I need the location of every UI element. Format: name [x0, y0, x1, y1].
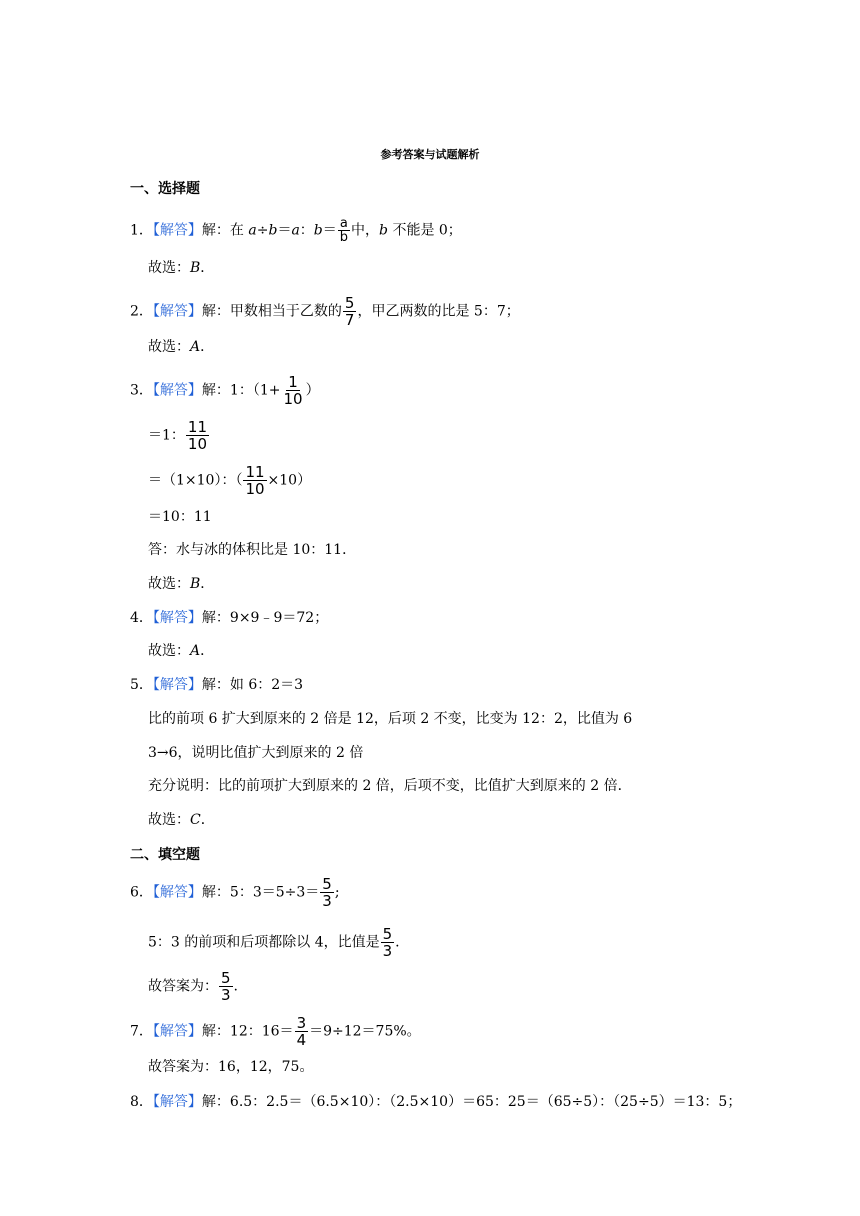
q6-answer-tag: 【解答】	[152, 884, 202, 901]
q1-solution-line: 1．【解答】解：在 a÷b＝a：b＝ $\frac{a}{b}$ 中，b 不能是 0；	[130, 216, 462, 245]
q2-answer-tag: 【解答】	[152, 303, 202, 320]
q3-line-5: 答：水与冰的体积比是 10：11．	[148, 542, 357, 558]
q7-answer: 故答案为：16，12，75。	[148, 1059, 314, 1075]
q4-answer-tag: 【解答】	[152, 610, 202, 626]
q4-choice: 故选：A．	[148, 643, 215, 659]
q8-answer-tag: 【解答】	[152, 1094, 202, 1110]
q7-solution-line: 7．【解答】解：12：16＝ $\frac{3}{4}$ ＝9÷12＝75%。	[130, 1014, 421, 1049]
q3-line-2: ＝1： $\frac{11}{10}$	[148, 418, 208, 453]
q5-line-1: 5．【解答】解：如 6：2＝3	[130, 677, 304, 693]
q3-line-4: ＝10：11	[148, 509, 212, 525]
q6-fraction-1: $\frac{5}{3}$	[322, 875, 332, 910]
q6-line-3: 故答案为： $\frac{5}{3}$ .	[148, 969, 238, 1004]
q4-number: 4．	[130, 610, 153, 626]
section-heading-fill: 二、填空题	[130, 847, 200, 863]
q5-line-4: 充分说明：比的前项扩大到原来的 2 倍，后项不变，比值扩大到原来的 2 倍．	[148, 778, 632, 794]
q6-line-1: 6．【解答】解：5：3＝5÷3＝ $\frac{5}{3}$ ;	[130, 875, 340, 910]
q3-choice: 故选：B．	[148, 576, 215, 592]
q3-line-3: ＝（1×10）：（ $\frac{11}{10}$ ×10）	[148, 463, 312, 498]
q6-line-2: 5：3 的前项和后项都除以 4，比值是 $\frac{5}{3}$ .	[148, 925, 400, 960]
q5-line-3: 3→6，说明比值扩大到原来的 2 倍	[148, 745, 364, 761]
q8-solution-line: 8．【解答】解：6.5：2.5＝（6.5×10）：（2.5×10）＝65：25＝（65÷5）：（25÷5）＝13：5；	[130, 1094, 742, 1110]
q6-fraction-2: $\frac{5}{3}$	[382, 925, 393, 960]
q6-number: 6．	[130, 884, 153, 901]
q3-number: 3．	[130, 382, 153, 399]
q1-number: 1．	[130, 222, 153, 239]
q3-fraction-1: $\frac{1}{10}$	[283, 373, 303, 408]
q7-fraction: $\frac{3}{4}$	[296, 1014, 307, 1049]
q2-fraction: $\frac{5}{7}$	[344, 294, 355, 329]
q3-fraction-3: $\frac{11}{10}$	[245, 463, 265, 498]
section-heading-choice: 一、选择题	[130, 181, 200, 197]
q5-choice: 故选：C．	[148, 812, 215, 828]
q1-fraction: $\frac{a}{b}$	[339, 216, 349, 245]
q1-choice: 故选：B．	[148, 260, 215, 276]
q4-solution-line: 4．【解答】解：9×9﹣9＝72；	[130, 610, 329, 626]
q2-solution-line: 2．【解答】解：甲数相当于乙数的 $\frac{5}{7}$ ，甲乙两数的比是 5：7；	[130, 294, 520, 329]
q7-number: 7．	[130, 1023, 153, 1040]
q5-number: 5．	[130, 677, 153, 693]
q2-choice: 故选：A．	[148, 339, 215, 355]
q5-line-2: 比的前项 6 扩大到原来的 2 倍是 12，后项 2 不变，比变为 12：2，比值为 6	[148, 711, 633, 727]
page-title: 参考答案与试题解析	[380, 148, 480, 161]
q3-answer-tag: 【解答】	[152, 382, 202, 399]
q6-fraction-3: $\frac{5}{3}$	[221, 969, 231, 1004]
q8-number: 8．	[130, 1094, 153, 1110]
q5-answer-tag: 【解答】	[152, 677, 202, 693]
q1-answer-tag: 【解答】	[152, 222, 202, 239]
q3-fraction-2: $\frac{11}{10}$	[187, 418, 208, 453]
q3-line-1: 3．【解答】解：1：（1+ $\frac{1}{10}$ ）	[130, 373, 320, 408]
q7-answer-tag: 【解答】	[152, 1023, 202, 1040]
q2-number: 2．	[130, 303, 153, 320]
